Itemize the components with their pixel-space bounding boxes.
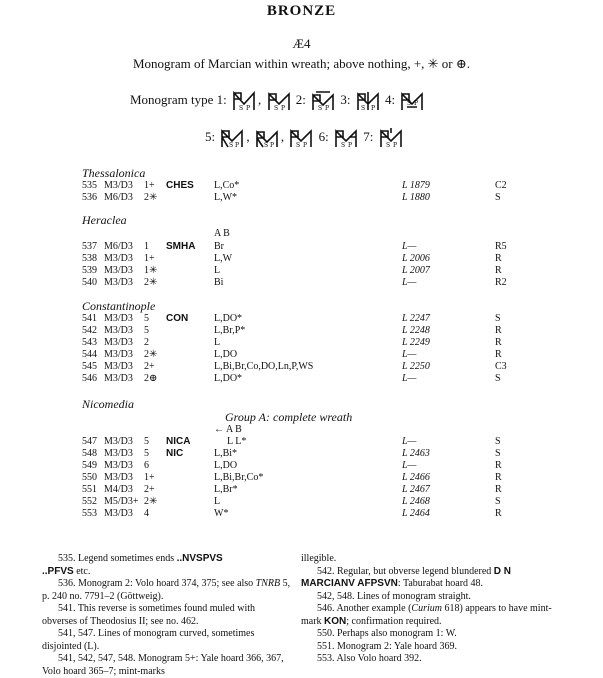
column-subheading: A B (214, 228, 230, 239)
monogram-type-number: 4: (385, 91, 396, 107)
monogram-2-icon (310, 90, 336, 112)
svg-text:P: P (414, 100, 419, 107)
note-541: 541. This reverse is sometimes found muled with obverses of Theodosius II; see no. 462. (42, 603, 256, 627)
note-546: 546. Another example (Curium 618) appears to have mint-mark KON; confirmation required. (301, 603, 552, 627)
note-542-548: 542, 548. Lines of monogram straight. (317, 590, 471, 602)
svg-text:P: P (303, 142, 308, 149)
note-542: 542. Regular, but obverse legend blundered D N MARCIANV AFPSVN: Taburabat hoard 48. (301, 565, 512, 589)
monogram-6-icon (333, 127, 359, 149)
monogram-7-icon (378, 127, 404, 149)
svg-text:S: S (385, 142, 390, 149)
svg-text:P: P (370, 105, 375, 112)
notes-right-column (301, 553, 563, 666)
monogram-5-variant-2-icon (288, 127, 314, 149)
svg-text:P: P (280, 105, 285, 112)
catalogue-row: 549 M3/D3 6 L,DO L— R (82, 460, 502, 471)
monogram-4-icon (399, 90, 425, 112)
svg-text:P: P (392, 142, 397, 149)
note-536: 536. Monogram 2: Volo hoard 374, 375; see also TNRB 5, p. 240 no. 7791–2 (Göttweig). (42, 578, 291, 602)
note-553: 553. Also Volo hoard 392. (317, 653, 422, 664)
note-535: 535. Legend sometimes ends ..NVSPVS ..PFVS etc. (42, 553, 223, 577)
monogram-type-number: 2: (295, 91, 306, 107)
monogram-1-icon (231, 90, 257, 112)
catalogue-row: 545 M3/D3 2+ L,Bi,Br,Co,DO,Ln,P,WS L 2250 C3 (82, 361, 507, 372)
catalogue-row: 553 M3/D3 4 W* L 2464 R (82, 508, 502, 519)
catalogue-row: 546 M3/D3 2⊕ L,DO* L— S (82, 373, 501, 384)
monogram-type-line-2: 5: S P , S P , S P 6: S P 7: S P (205, 127, 405, 149)
svg-text:S: S (239, 105, 244, 112)
catalogue-row: 542 M3/D3 5 L,Br,P* L 2248 R (82, 325, 502, 336)
note-541-548: 541, 542, 547, 548. Monogram 5+: Yale hoard 366, 367, Volo hoard 365–7; mint-marks (42, 653, 284, 677)
svg-text:S: S (407, 100, 412, 107)
monogram-type-number: 3: (340, 91, 351, 107)
monogram-5-icon (219, 127, 245, 149)
note-550: 550. Perhaps also monogram 1: W. (317, 628, 457, 639)
note-continuation: illegible. (301, 553, 337, 564)
monogram-3-icon (355, 90, 381, 112)
catalogue-row: 547 M3/D3 5 NICA L— S (82, 436, 501, 447)
catalogue-row: 541 M3/D3 5 CON L,DO* L 2247 S (82, 313, 501, 324)
note-551: 551. Monogram 2: Yale hoard 369. (317, 640, 457, 652)
column-subheading: ← A B (214, 424, 242, 435)
page-title: BRONZE (266, 3, 337, 19)
catalogue-row: 543 M3/D3 2 L L 2249 R (82, 337, 502, 348)
svg-text:S: S (360, 105, 365, 112)
catalogue-row: 548 M3/D3 5 NIC L,Bi* L 2463 S (82, 448, 501, 459)
svg-text:P: P (269, 142, 274, 149)
catalogue-row: 538 M3/D3 1+ L,W L 2006 R (82, 253, 502, 264)
svg-text:S: S (273, 105, 278, 112)
monogram-type-line-1: Monogram type 1: S P , S P 2: S P 3: S P 4: S P (130, 90, 426, 112)
catalogue-row: 552 M5/D3+ 2✳ L L 2468 S (82, 496, 501, 507)
catalogue-row: 535 M3/D3 1+ CHES L,Co* L 1879 C2 (82, 180, 507, 191)
notes-left-column (42, 553, 292, 678)
svg-text:S: S (296, 142, 301, 149)
column-subheading: L L* (227, 436, 247, 447)
denomination-heading: Æ4 (292, 36, 311, 51)
group-heading: Group A: complete wreath (225, 410, 353, 424)
section-constantinople: Constantinople (82, 299, 156, 313)
svg-text:S: S (341, 142, 346, 149)
svg-text:P: P (348, 142, 353, 149)
monogram-type-number: 7: (363, 128, 374, 144)
monogram-1-variant-icon (266, 90, 292, 112)
svg-text:S: S (318, 105, 323, 112)
svg-text:S: S (263, 142, 268, 149)
catalogue-row: 544 M3/D3 2✳ L,DO L— R (82, 349, 502, 360)
catalogue-row: 551 M4/D3 2+ L,Br* L 2467 R (82, 484, 502, 495)
monogram-5-variant-icon (254, 127, 280, 149)
catalogue-row: 537 M6/D3 1 SMHA Br L— R5 (82, 241, 507, 252)
monogram-type-number: 6: (318, 128, 329, 144)
note-541-547: 541, 547. Lines of monogram curved, sometimes disjointed (L). (42, 628, 255, 652)
monogram-type-label: Monogram type (130, 91, 214, 107)
catalogue-row: 550 M3/D3 1+ L,Bi,Br,Co* L 2466 R (82, 472, 502, 483)
section-heraclea: Heraclea (82, 213, 127, 227)
type-description: Monogram of Marcian within wreath; above nothing, +, ✳ or ⊕. (132, 56, 471, 71)
monogram-type-number: 1: (216, 91, 227, 107)
svg-text:P: P (325, 105, 330, 112)
catalogue-row: 539 M3/D3 1✳ L L 2007 R (82, 265, 502, 276)
catalogue-row: 536 M6/D3 2✳ L,W* L 1880 S (82, 192, 501, 203)
svg-text:P: P (235, 142, 240, 149)
svg-text:P: P (246, 105, 251, 112)
section-nicomedia: Nicomedia (82, 397, 134, 411)
monogram-type-number: 5: (205, 128, 216, 144)
svg-text:S: S (229, 142, 234, 149)
section-thessalonica: Thessalonica (82, 166, 146, 180)
catalogue-row: 540 M3/D3 2✳ Bi L— R2 (82, 277, 507, 288)
